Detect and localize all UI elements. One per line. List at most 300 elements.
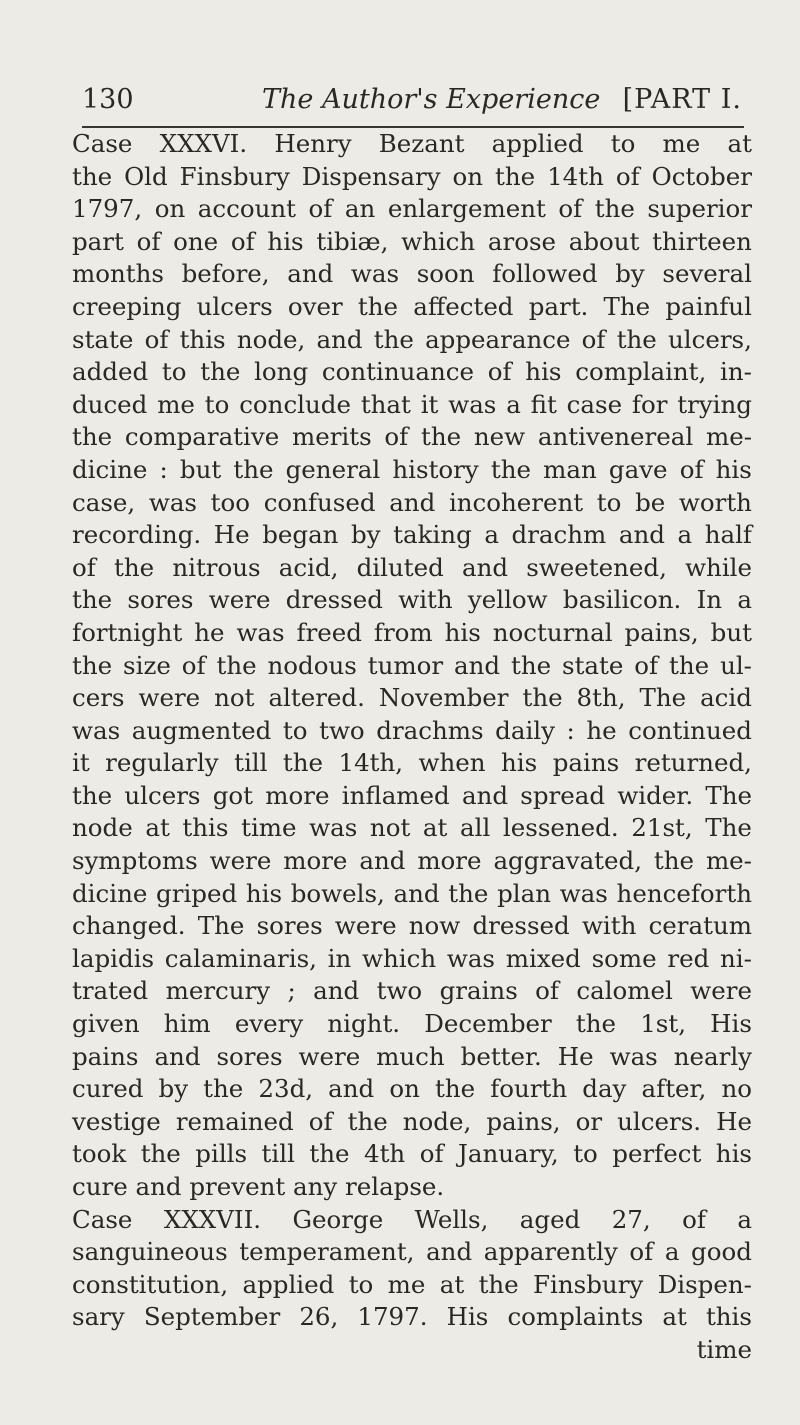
word: to <box>596 487 622 517</box>
word: be <box>635 487 666 517</box>
word: by <box>158 1074 189 1104</box>
word: the <box>72 585 113 615</box>
word: more <box>417 846 482 876</box>
text-line-22 <box>72 812 752 845</box>
word: months <box>72 259 164 289</box>
word: December <box>424 1009 552 1039</box>
text-line-37 <box>72 1301 752 1334</box>
word: September <box>143 1302 281 1332</box>
word: of <box>72 552 96 582</box>
word: the <box>114 552 155 582</box>
word: and <box>461 552 509 582</box>
word: this <box>179 324 226 354</box>
word: The <box>197 911 245 941</box>
word: 26, <box>299 1302 339 1332</box>
word: 4th <box>364 1139 406 1169</box>
word: aged <box>519 1204 581 1234</box>
word: was <box>309 813 358 843</box>
word: an <box>344 194 376 224</box>
word: one <box>173 226 219 256</box>
word: and <box>454 650 501 680</box>
word: this <box>705 1302 752 1332</box>
word: the <box>616 324 657 354</box>
word: and <box>461 780 509 810</box>
word: The <box>705 813 752 843</box>
word: of <box>419 1139 444 1169</box>
text-line-16 <box>72 617 752 650</box>
word: on <box>154 194 186 224</box>
word: about <box>568 226 640 256</box>
word: antivenereal <box>537 422 694 452</box>
word: his <box>501 748 538 778</box>
word: gave <box>608 454 668 484</box>
word: His <box>446 1302 489 1332</box>
word: freed <box>296 617 362 647</box>
word: sores <box>127 585 194 615</box>
word: the <box>216 650 257 680</box>
word: of <box>230 226 255 256</box>
word: day <box>582 1074 627 1104</box>
word: of <box>535 976 559 1006</box>
word: comparative <box>124 422 280 452</box>
word: began <box>262 520 339 550</box>
word: spread <box>520 780 606 810</box>
word: till <box>261 1139 295 1169</box>
word: fit <box>530 389 557 419</box>
word: me <box>387 1269 426 1299</box>
word: January, <box>458 1139 559 1169</box>
word: much <box>376 1041 445 1071</box>
word: incoherent <box>448 487 584 517</box>
word: his <box>525 357 562 387</box>
word: of <box>308 1106 333 1136</box>
word: it <box>72 748 90 778</box>
word: the <box>203 1074 244 1104</box>
word: appearance <box>425 324 571 354</box>
word: aggravated, <box>493 846 642 876</box>
word: drachm <box>511 520 607 550</box>
word: general <box>285 454 381 484</box>
text-line-19 <box>72 715 752 748</box>
word: the <box>373 324 414 354</box>
word: continuance <box>321 357 474 387</box>
word: of <box>181 650 206 680</box>
word: the <box>494 161 536 191</box>
word: conclude <box>239 389 351 419</box>
word: of <box>558 194 583 224</box>
text-line-35 <box>72 1236 752 1269</box>
word: the <box>594 194 635 224</box>
word: till <box>234 748 268 778</box>
word: state <box>72 324 134 354</box>
word: of <box>144 324 169 354</box>
word: mixed <box>505 943 581 973</box>
word: some <box>591 943 657 973</box>
word: followed <box>492 259 598 289</box>
word: and <box>313 976 360 1006</box>
text-line-15 <box>72 584 752 617</box>
word: or <box>575 1106 603 1136</box>
word: ulcers <box>196 291 273 321</box>
text-line-5 <box>72 258 752 291</box>
word: but <box>179 454 222 484</box>
catchword: time <box>696 1334 752 1364</box>
word: the <box>510 650 552 680</box>
word: duced <box>72 389 148 419</box>
word: was <box>448 389 497 419</box>
text-line-14 <box>72 552 752 585</box>
word: at <box>662 1302 687 1332</box>
word: to <box>573 1139 598 1169</box>
text-line-24 <box>72 878 752 911</box>
word: ulcers <box>124 780 201 810</box>
text-line-21 <box>72 780 752 813</box>
text-line-34 <box>72 1204 752 1237</box>
text-line-9 <box>72 389 752 422</box>
word: 14th <box>547 161 604 191</box>
word: remained <box>175 1106 294 1136</box>
text-line-31 <box>72 1106 752 1139</box>
word: with <box>581 911 637 941</box>
word: the <box>309 1139 350 1169</box>
word: pains <box>552 748 620 778</box>
word: vestige <box>72 1106 161 1136</box>
word: given <box>72 1009 140 1039</box>
text-line-30 <box>72 1073 752 1106</box>
word: the <box>233 454 274 484</box>
word: were <box>334 911 397 941</box>
text-line-25 <box>72 910 752 943</box>
word: from <box>373 617 433 647</box>
word: added <box>72 357 149 387</box>
word: the <box>575 1009 617 1039</box>
word: cers <box>72 683 125 713</box>
word: were <box>208 585 271 615</box>
word: his <box>245 878 283 908</box>
word: calomel <box>576 976 673 1006</box>
word: : <box>159 454 168 484</box>
word: affected <box>413 291 514 321</box>
word: two <box>319 715 365 745</box>
word: diluted <box>356 552 444 582</box>
word: the <box>434 1074 476 1104</box>
word: pains, <box>486 1106 561 1136</box>
word: better. <box>460 1041 542 1071</box>
word: drachms <box>376 715 484 745</box>
word: with <box>398 585 453 615</box>
word: Case <box>72 1204 133 1234</box>
word: not <box>369 813 411 843</box>
word: was <box>609 1041 658 1071</box>
word: when <box>418 748 486 778</box>
word: dressed <box>472 911 570 941</box>
word: inflamed <box>341 780 450 810</box>
word: wider. <box>617 780 694 810</box>
word: grains <box>439 976 518 1006</box>
word: too <box>210 487 251 517</box>
word: sanguineous <box>72 1237 228 1267</box>
word: nodous <box>267 650 357 680</box>
word: Bezant <box>378 129 465 158</box>
word: the <box>669 650 710 680</box>
word: the <box>140 1139 181 1169</box>
word: me <box>157 389 195 419</box>
word: temperament, <box>239 1237 415 1267</box>
word: arose <box>487 226 557 256</box>
word: was <box>72 715 121 745</box>
word: His <box>710 1009 752 1039</box>
word: in <box>327 943 352 973</box>
word: night. <box>327 1009 401 1039</box>
word: was <box>446 943 496 973</box>
word: trated <box>72 976 149 1006</box>
text-line-28 <box>72 1008 752 1041</box>
word: part <box>72 226 124 256</box>
word: to <box>348 1269 374 1299</box>
word: a <box>484 520 499 550</box>
word: for <box>631 389 668 419</box>
word: which <box>401 226 476 256</box>
word: half <box>704 520 752 550</box>
word: XXXVI. <box>159 129 248 158</box>
word: XXXVII. <box>163 1204 262 1234</box>
word: creeping <box>72 291 182 321</box>
running-header <box>82 84 742 124</box>
body-text <box>72 128 752 1367</box>
word: node <box>72 813 133 843</box>
text-line-2 <box>72 161 752 194</box>
word: time <box>241 813 297 843</box>
text-line-11 <box>72 454 752 487</box>
word: sores <box>256 911 323 941</box>
word: henceforth <box>616 878 752 908</box>
word: Dispen- <box>657 1269 752 1299</box>
word: ul- <box>720 650 752 680</box>
word: but <box>710 617 752 647</box>
word: after, <box>641 1074 707 1104</box>
word: soon <box>416 259 475 289</box>
word: October <box>651 161 752 191</box>
text-line-12 <box>72 487 752 520</box>
word: ulcers. <box>617 1106 702 1136</box>
text-line-18 <box>72 682 752 715</box>
word: Finsbury <box>533 1269 644 1299</box>
word: his <box>715 1139 752 1169</box>
word: the <box>282 748 324 778</box>
word: In <box>696 585 723 615</box>
word: a <box>737 585 752 615</box>
word: He <box>213 520 250 550</box>
word: his <box>715 454 752 484</box>
word: every <box>234 1009 304 1039</box>
text-line-7 <box>72 324 752 357</box>
word: bowels, <box>290 878 385 908</box>
word: of <box>634 650 659 680</box>
word: 21st, <box>631 813 693 843</box>
word: recording. <box>72 520 202 550</box>
word: at <box>422 813 448 843</box>
word: on <box>389 1074 420 1104</box>
word: plan <box>497 878 552 908</box>
text-line-8 <box>72 356 752 389</box>
word: long <box>254 357 309 387</box>
text-line-13 <box>72 519 752 552</box>
word: perfect <box>612 1139 702 1169</box>
word: dressed <box>285 585 383 615</box>
word: that <box>360 389 411 419</box>
word: man <box>543 454 597 484</box>
word: state <box>562 650 624 680</box>
word: case <box>566 389 623 419</box>
word: sweetened, <box>526 552 667 582</box>
word: confused <box>263 487 376 517</box>
word: new <box>473 422 526 452</box>
word: Case <box>72 129 133 158</box>
word: of <box>581 324 606 354</box>
word: 27, <box>611 1204 651 1234</box>
word: and <box>154 1041 201 1071</box>
word: the <box>653 846 695 876</box>
word: Wells, <box>414 1204 489 1234</box>
word: to <box>282 715 308 745</box>
word: not <box>214 683 255 713</box>
word: complaints <box>507 1302 644 1332</box>
word: of <box>487 357 512 387</box>
word: at <box>727 129 752 158</box>
word: over <box>287 291 343 321</box>
word: 1797. <box>357 1302 428 1332</box>
part-label: [PART I. <box>622 84 742 115</box>
word: sores <box>216 1041 283 1071</box>
word: took <box>72 1139 127 1169</box>
word: : <box>566 715 575 745</box>
word: pains <box>72 1041 139 1071</box>
word: at <box>439 1269 465 1299</box>
text-line-1 <box>72 128 752 161</box>
word: and <box>287 259 334 289</box>
text-line-10 <box>72 421 752 454</box>
word: nocturnal <box>492 617 613 647</box>
word: the <box>72 780 113 810</box>
word: thirteen <box>652 226 752 256</box>
word: 1797, <box>72 194 143 224</box>
text-line-4 <box>72 226 752 259</box>
word: red <box>667 943 710 973</box>
word: me- <box>705 422 752 452</box>
word: size <box>123 650 171 680</box>
word: good <box>691 1237 752 1267</box>
word: was <box>148 487 198 517</box>
word: history <box>392 454 479 484</box>
word: me <box>662 129 701 158</box>
word: node, <box>402 1106 472 1136</box>
word: the <box>448 878 489 908</box>
word: apparently <box>483 1237 618 1267</box>
running-title: The Author's Experience <box>262 84 601 115</box>
word: 14th, <box>338 748 404 778</box>
word: of <box>308 194 333 224</box>
word: a <box>737 1204 752 1234</box>
word: He <box>716 1106 752 1136</box>
word: me- <box>705 846 752 876</box>
word: Old <box>124 161 168 191</box>
text-line-20 <box>72 747 752 780</box>
word: node, <box>236 324 306 354</box>
text-line-3 <box>72 193 752 226</box>
text-line-36 <box>72 1269 752 1302</box>
word: the <box>357 291 399 321</box>
word: and <box>316 324 363 354</box>
word: 1st, <box>640 1009 686 1039</box>
word: were <box>690 976 752 1006</box>
word: and <box>426 1237 473 1267</box>
word: applied <box>491 129 584 158</box>
word: and <box>618 520 665 550</box>
word: at <box>145 813 170 843</box>
word: the <box>72 422 113 452</box>
word: him <box>163 1009 211 1039</box>
word: trying <box>677 389 752 419</box>
word: were <box>209 846 272 876</box>
word: merits <box>291 422 372 452</box>
word: to <box>204 389 230 419</box>
text-line-32 <box>72 1138 752 1171</box>
word: by <box>351 520 381 550</box>
word: The <box>705 780 752 810</box>
word: basilicon. <box>562 585 682 615</box>
word: tumor <box>367 650 444 680</box>
word: 23d, <box>258 1074 314 1104</box>
word: lessened. <box>502 813 619 843</box>
word: of <box>384 422 409 452</box>
word: mercury <box>165 976 271 1006</box>
word: the <box>200 357 241 387</box>
word: on <box>452 161 484 191</box>
word: pills <box>195 1139 248 1169</box>
word: enlargement <box>387 194 546 224</box>
word: his <box>444 617 481 647</box>
word: of <box>615 161 640 191</box>
text-line-17 <box>72 650 752 683</box>
word: lapidis <box>72 943 155 973</box>
word: symptoms <box>72 846 198 876</box>
word: this <box>182 813 229 843</box>
word: painful <box>665 291 752 321</box>
word: calaminaris, <box>164 943 317 973</box>
text-line-33: cure and prevent any relapse. <box>72 1172 445 1201</box>
word: sary <box>72 1302 125 1332</box>
word: altered. <box>268 683 365 713</box>
word: fourth <box>490 1074 568 1104</box>
word: continued <box>628 715 752 745</box>
word: in- <box>720 357 752 387</box>
word: more <box>283 846 348 876</box>
word: returned, <box>634 748 752 778</box>
word: by <box>615 259 645 289</box>
word: more <box>265 780 330 810</box>
word: dicine <box>72 878 148 908</box>
word: he <box>194 617 225 647</box>
word: ; <box>287 976 296 1006</box>
word: cured <box>72 1074 144 1104</box>
word: and <box>389 487 436 517</box>
word: dicine <box>72 454 148 484</box>
text-line-26 <box>72 943 752 976</box>
word: augmented <box>131 715 272 745</box>
word: acid, <box>278 552 339 582</box>
word: his <box>267 226 304 256</box>
word: fortnight <box>72 617 183 647</box>
